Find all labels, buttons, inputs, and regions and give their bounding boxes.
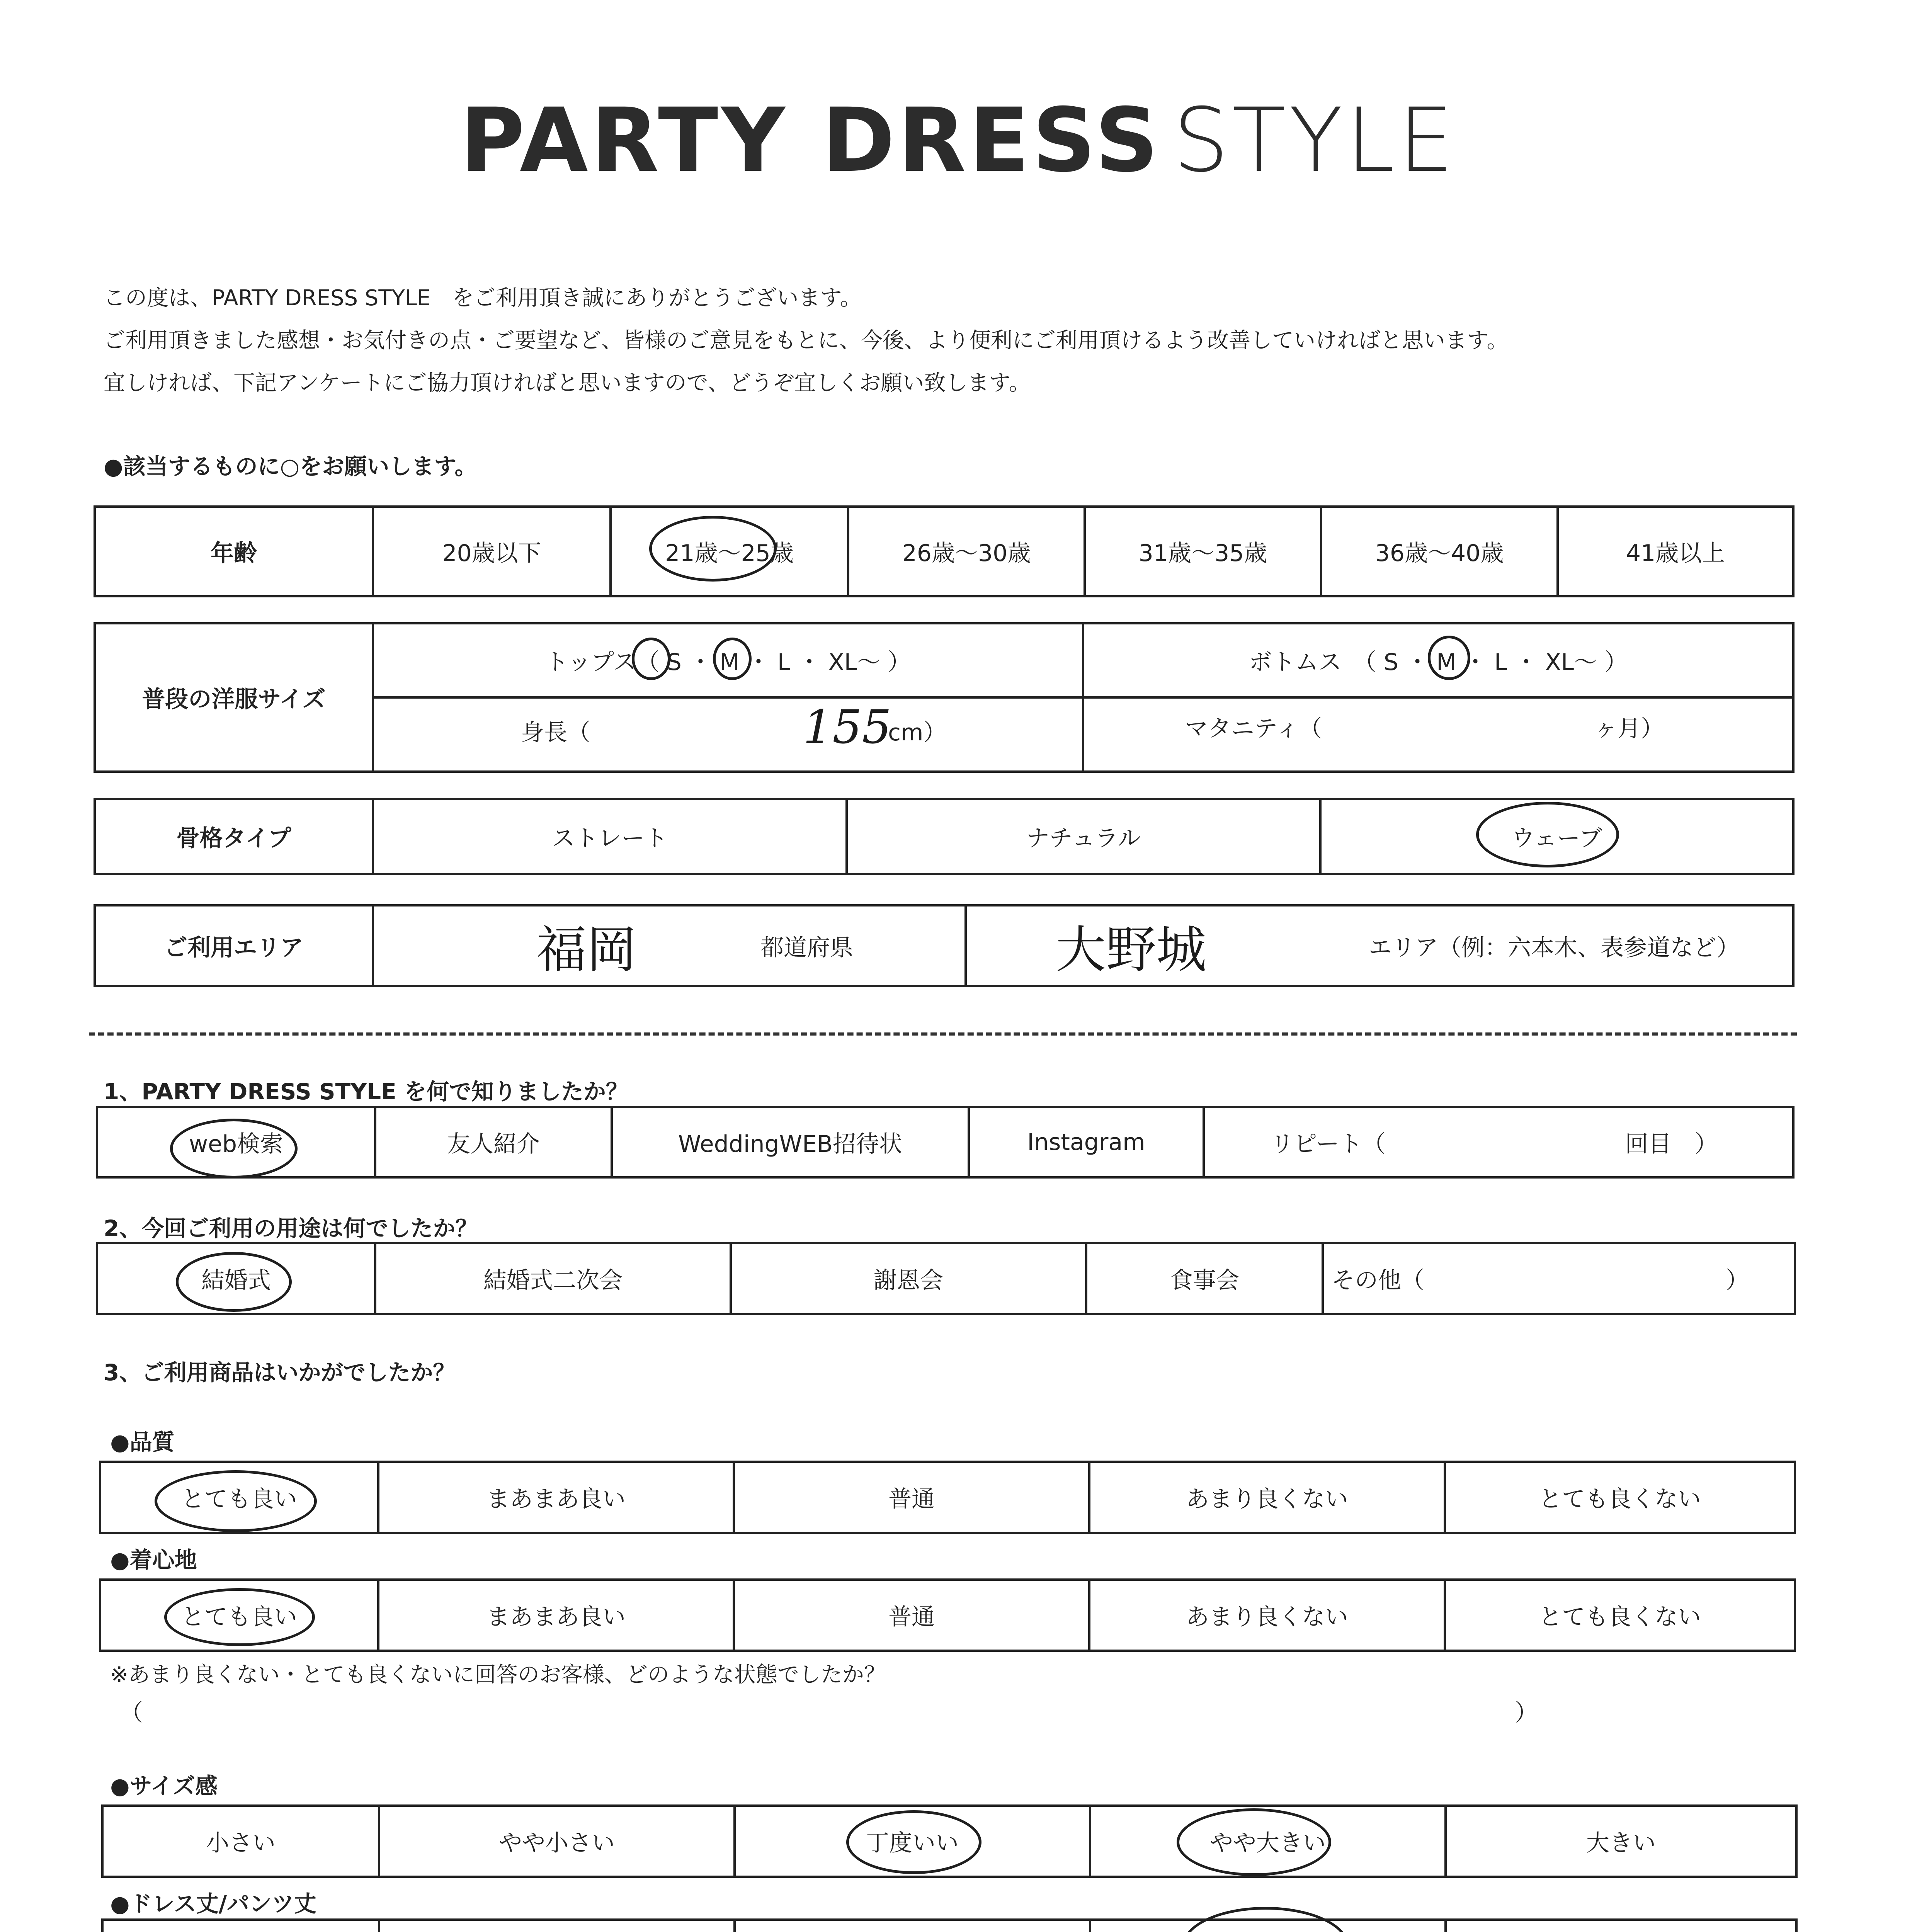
q1-option-friend[interactable]: 友人紹介 xyxy=(376,1108,613,1176)
comfort-table xyxy=(99,1578,1796,1652)
length-table xyxy=(101,1918,1798,1932)
area-example-label: エリア（例：六本木、表参道など） xyxy=(1369,934,1740,961)
maternity-label: マタニティ（ xyxy=(1185,715,1322,742)
q1-option-wedding-web[interactable]: WeddingWEB招待状 xyxy=(613,1108,970,1176)
q2-title: 2、今回ご利用の用途は何でしたか？ xyxy=(104,1215,478,1242)
comfort-label: ●着心地 xyxy=(110,1547,197,1573)
tops-size-options[interactable]: トップス（ S ・ M ・ L ・ XL〜 ） xyxy=(374,624,1084,696)
bottoms-size-options[interactable]: ボトムス （ S ・ M ・ L ・ XL〜 ） xyxy=(1249,649,1628,676)
age-option[interactable]: 41歳以上 xyxy=(1626,540,1725,567)
size-feel-option[interactable]: やや小さい xyxy=(380,1807,736,1876)
height-field[interactable] xyxy=(374,699,1084,770)
intro-line-2: ご利用頂きました感想・お気付きの点・ご要望など、皆様のご意見をもとに、今後、より便利にご利用頂けるよう改善していければと思います。 xyxy=(104,328,1509,353)
q1-repeat-label: リピート（ xyxy=(1271,1131,1386,1158)
size-feel-option[interactable]: やや大きい xyxy=(1091,1807,1447,1876)
height-label: 身長（ xyxy=(521,719,590,746)
length-option[interactable] xyxy=(104,1921,380,1932)
area-table xyxy=(94,904,1795,987)
age-label: 年齢 xyxy=(96,508,374,595)
length-label: ●ドレス丈/パンツ丈 xyxy=(110,1891,317,1917)
size-feel-option[interactable]: 大きい xyxy=(1586,1830,1656,1857)
height-value: 155 xyxy=(803,701,892,754)
length-option[interactable] xyxy=(1091,1921,1447,1932)
length-option[interactable] xyxy=(380,1921,736,1932)
age-option-selected[interactable]: 21歳〜25歳 xyxy=(612,508,849,595)
frame-type-label: 骨格タイプ xyxy=(96,800,374,873)
quality-option[interactable]: とても良い xyxy=(101,1463,379,1532)
size-feel-table xyxy=(101,1804,1798,1878)
q2-option-after-party[interactable]: 結婚式二次会 xyxy=(376,1244,732,1313)
quality-table xyxy=(99,1461,1796,1534)
logo-bold-text: PARTY DRESS xyxy=(460,89,1162,192)
area-label: ご利用エリア xyxy=(96,906,374,985)
maternity-unit: ヶ月） xyxy=(1594,715,1664,742)
quality-option[interactable]: あまり良くない xyxy=(1090,1463,1446,1532)
age-table xyxy=(94,505,1795,597)
length-option[interactable] xyxy=(736,1921,1091,1932)
comfort-option[interactable]: とても良い xyxy=(101,1581,379,1650)
q1-repeat-unit: 回目 ） xyxy=(1625,1131,1718,1158)
prefecture-value: 福岡 xyxy=(536,920,637,979)
quality-option[interactable]: とても良くない xyxy=(1539,1486,1701,1513)
size-feel-option[interactable]: 丁度いい xyxy=(736,1807,1091,1876)
age-option[interactable]: 36歳〜40歳 xyxy=(1322,508,1559,595)
q2-other-label: その他（ xyxy=(1332,1267,1424,1294)
frame-option-straight[interactable]: ストレート xyxy=(374,800,848,873)
q1-option-web-search[interactable]: web検索 xyxy=(98,1108,376,1176)
prefecture-field[interactable] xyxy=(374,906,967,985)
comfort-option[interactable]: 普通 xyxy=(735,1581,1090,1650)
q1-option-instagram[interactable]: Instagram xyxy=(970,1108,1205,1176)
comfort-answer-open: （ xyxy=(120,1699,143,1726)
age-option[interactable]: 20歳以下 xyxy=(374,508,612,595)
prefecture-label: 都道府県 xyxy=(760,934,854,961)
q2-option-other[interactable] xyxy=(1324,1244,1794,1313)
intro-line-3: 宜しければ、下記アンケートにご協力頂ければと思いますので、どうぞ宜しくお願い致します。 xyxy=(104,371,1031,396)
q2-option-dinner[interactable]: 食事会 xyxy=(1087,1244,1324,1313)
intro-line-1: この度は、PARTY DRESS STYLE をご利用頂き誠にありがとうございます。 xyxy=(104,286,862,311)
area-value: 大野城 xyxy=(1056,920,1207,979)
length-option[interactable] xyxy=(1447,1921,1795,1932)
height-unit: cm） xyxy=(888,719,947,746)
q2-option-wedding[interactable]: 結婚式 xyxy=(98,1244,376,1313)
frame-option-wave[interactable]: ウェーブ xyxy=(1511,825,1602,852)
age-option[interactable]: 31歳〜35歳 xyxy=(1086,508,1322,595)
logo-light-text: STYLE xyxy=(1173,89,1457,192)
area-field[interactable] xyxy=(967,906,1792,985)
comfort-option[interactable]: まあまあ良い xyxy=(379,1581,735,1650)
q2-option-thanks-party[interactable]: 謝恩会 xyxy=(732,1244,1087,1313)
comfort-answer-close: ） xyxy=(1515,1699,1538,1726)
size-feel-option[interactable]: 小さい xyxy=(104,1807,380,1876)
comfort-option[interactable]: とても良くない xyxy=(1539,1604,1701,1631)
q1-title: 1、PARTY DRESS STYLE を何で知りましたか？ xyxy=(104,1078,628,1105)
maternity-field[interactable] xyxy=(1084,699,1792,770)
frame-type-table xyxy=(94,798,1795,875)
brand-logo xyxy=(0,89,1917,192)
quality-option[interactable]: 普通 xyxy=(735,1463,1090,1532)
quality-option[interactable]: まあまあ良い xyxy=(379,1463,735,1532)
frame-option-natural[interactable]: ナチュラル xyxy=(848,800,1322,873)
q1-option-repeat[interactable] xyxy=(1205,1108,1792,1176)
q2-table xyxy=(96,1242,1796,1315)
age-option[interactable]: 26歳〜30歳 xyxy=(849,508,1086,595)
comfort-note: ※あまり良くない・とても良くないに回答のお客様、どのような状態でしたか？ xyxy=(110,1662,886,1687)
clothing-size-table xyxy=(94,622,1795,773)
instruction-heading: ●該当するものに○をお願いします。 xyxy=(104,453,477,480)
comfort-option[interactable]: あまり良くない xyxy=(1090,1581,1446,1650)
q3-title: 3、ご利用商品はいかがでしたか？ xyxy=(104,1359,456,1386)
q2-other-close: ） xyxy=(1726,1267,1749,1294)
size-feel-label: ●サイズ感 xyxy=(110,1773,218,1799)
quality-label: ●品質 xyxy=(110,1429,175,1455)
clothing-size-label: 普段の洋服サイズ xyxy=(96,624,374,770)
section-divider xyxy=(89,1032,1797,1036)
q1-table xyxy=(96,1106,1795,1179)
